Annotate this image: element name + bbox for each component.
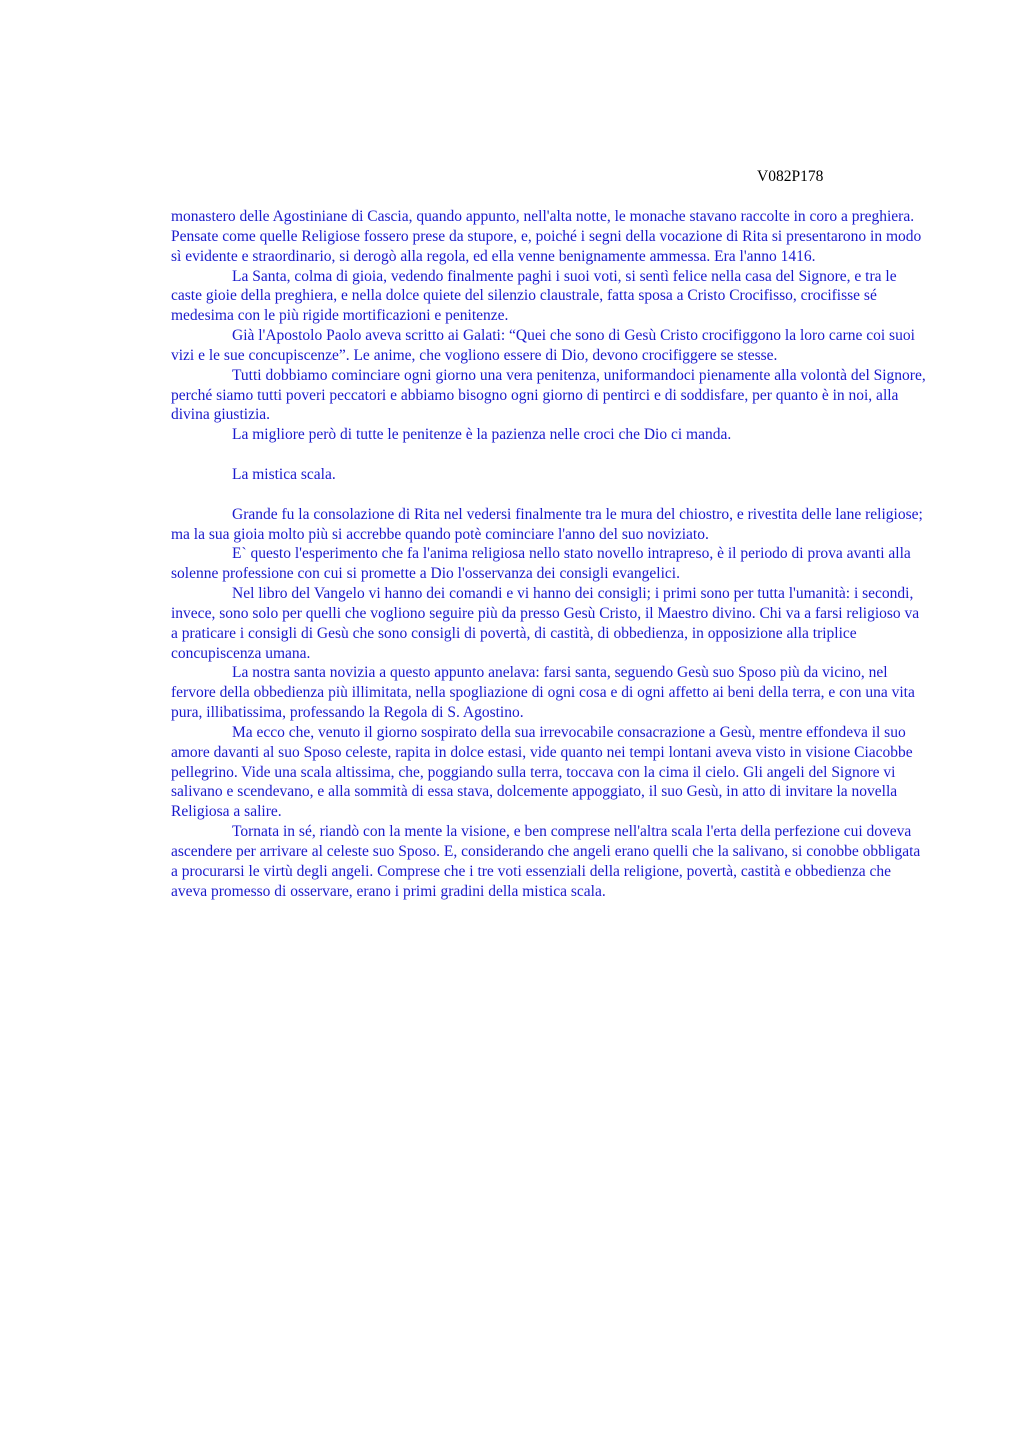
section-heading: La mistica scala. (232, 465, 336, 483)
paragraph-counsels: Nel libro del Vangelo vi hanno dei comandi e vi hanno dei consigli; i primi sono per tutta l'umanità: i secondi, invece, sono solo per quelli che vogliono seguire più da presso Gesù Cristo, il Maestro divino. Chi va a farsi religioso va a praticare i consigli di Gesù che sono consigli di povertà, di castità, di obbedienza, in opposizione alla triplice concupiscenza umana. (171, 585, 920, 662)
paragraph-paul: Già l'Apostolo Paolo aveva scritto ai Galati: “Quei che sono di Gesù Cristo crocifiggono la loro carne coi suoi vizi e le sue concupiscenze”. Le anime, che vogliono essere di Dio, devono crocifiggere se stesse. (171, 327, 915, 364)
page-code: V082P178 (757, 168, 824, 185)
paragraph-patience: La migliore però di tutte le penitenze è la pazienza nelle croci che Dio ci manda. (232, 426, 732, 444)
paragraph-ladder: Tornata in sé, riandò con la mente la visione, e ben comprese nell'altra scala l'erta della perfezione cui doveva ascendere per arrivare al celeste suo Sposo. E, considerando che angeli erano quelli che la salivano, si conobbe obbligata a procurarsi le virtù degli angeli. Comprese che i tre voti essenziali della religione, povertà, castità e obbedienza che aveva promesso di osservare, erano i primi gradini della mistica scala. (171, 823, 921, 900)
paragraph-novice: La nostra santa novizia a questo appunto anelava: farsi santa, seguendo Gesù suo Sposo più da vicino, nel fervore della obbedienza più illimitata, nella spogliazione di ogni cosa e di ogni affetto ai beni della terra, e con una vita pura, illibatissima, professando la Regola di S. Agostino. (171, 664, 915, 722)
blank-line (171, 445, 929, 465)
paragraph-consolation: Grande fu la consolazione di Rita nel vedersi finalmente tra le mura del chiostro, e rivestita delle lane religiose; ma la sua gioia molto più si accrebbe quando potè cominciare l'anno del suo noviziato. (171, 505, 923, 543)
body-text (171, 207, 929, 902)
paragraph-admission: Pensate come quelle Religiose fossero prese da stupore, e, poiché i segni della vocazione di Rita si presentarono in modo sì evidente e straordinario, si derogò alla regola, ed ella venne benignamente ammessa. Era l'anno 1416. (171, 227, 922, 265)
paragraph-penance: Tutti dobbiamo cominciare ogni giorno una vera penitenza, uniformandoci pienamente alla volontà del Signore, perché siamo tutti poveri peccatori e abbiamo bisogno ogni giorno di pentirci e di soddisfare, per quanto è in noi, alla divina giustizia. (171, 366, 926, 424)
paragraph-joy: La Santa, colma di gioia, vedendo finalmente paghi i suoi voti, si sentì felice nella casa del Signore, e tra le caste gioie della preghiera, e nella dolce quiete del silenzio claustrale, fatta sposa a Cristo Crocifisso, crocifisse sé medesima con le più rigide mortificazioni e penitenze. (171, 267, 897, 325)
paragraph-continuation: monastero delle Agostiniane di Cascia, quando appunto, nell'alta notte, le monache stavano raccolte in coro a preghiera. (171, 208, 915, 225)
blank-line (171, 485, 929, 505)
paragraph-trial: E` questo l'esperimento che fa l'anima religiosa nello stato novello intrapreso, è il periodo di prova avanti alla solenne professione con cui si promette a Dio l'osservanza dei consigli evangelici. (171, 545, 911, 583)
paragraph-vision: Ma ecco che, venuto il giorno sospirato della sua irrevocabile consacrazione a Gesù, mentre effondeva il suo amore davanti al suo Sposo celeste, rapita in dolce estasi, vide quanto nei tempi lontani aveva visto in visione Ciacobbe pellegrino. Vide una scala altissima, che, poggiando sulla terra, toccava con la cima il cielo. Gli angeli del Signore vi salivano e scendevano, e alla sommità di essa stava, dolcemente appoggiato, il suo Gesù, in atto di invitare la novella Religiosa a salire. (171, 723, 913, 821)
